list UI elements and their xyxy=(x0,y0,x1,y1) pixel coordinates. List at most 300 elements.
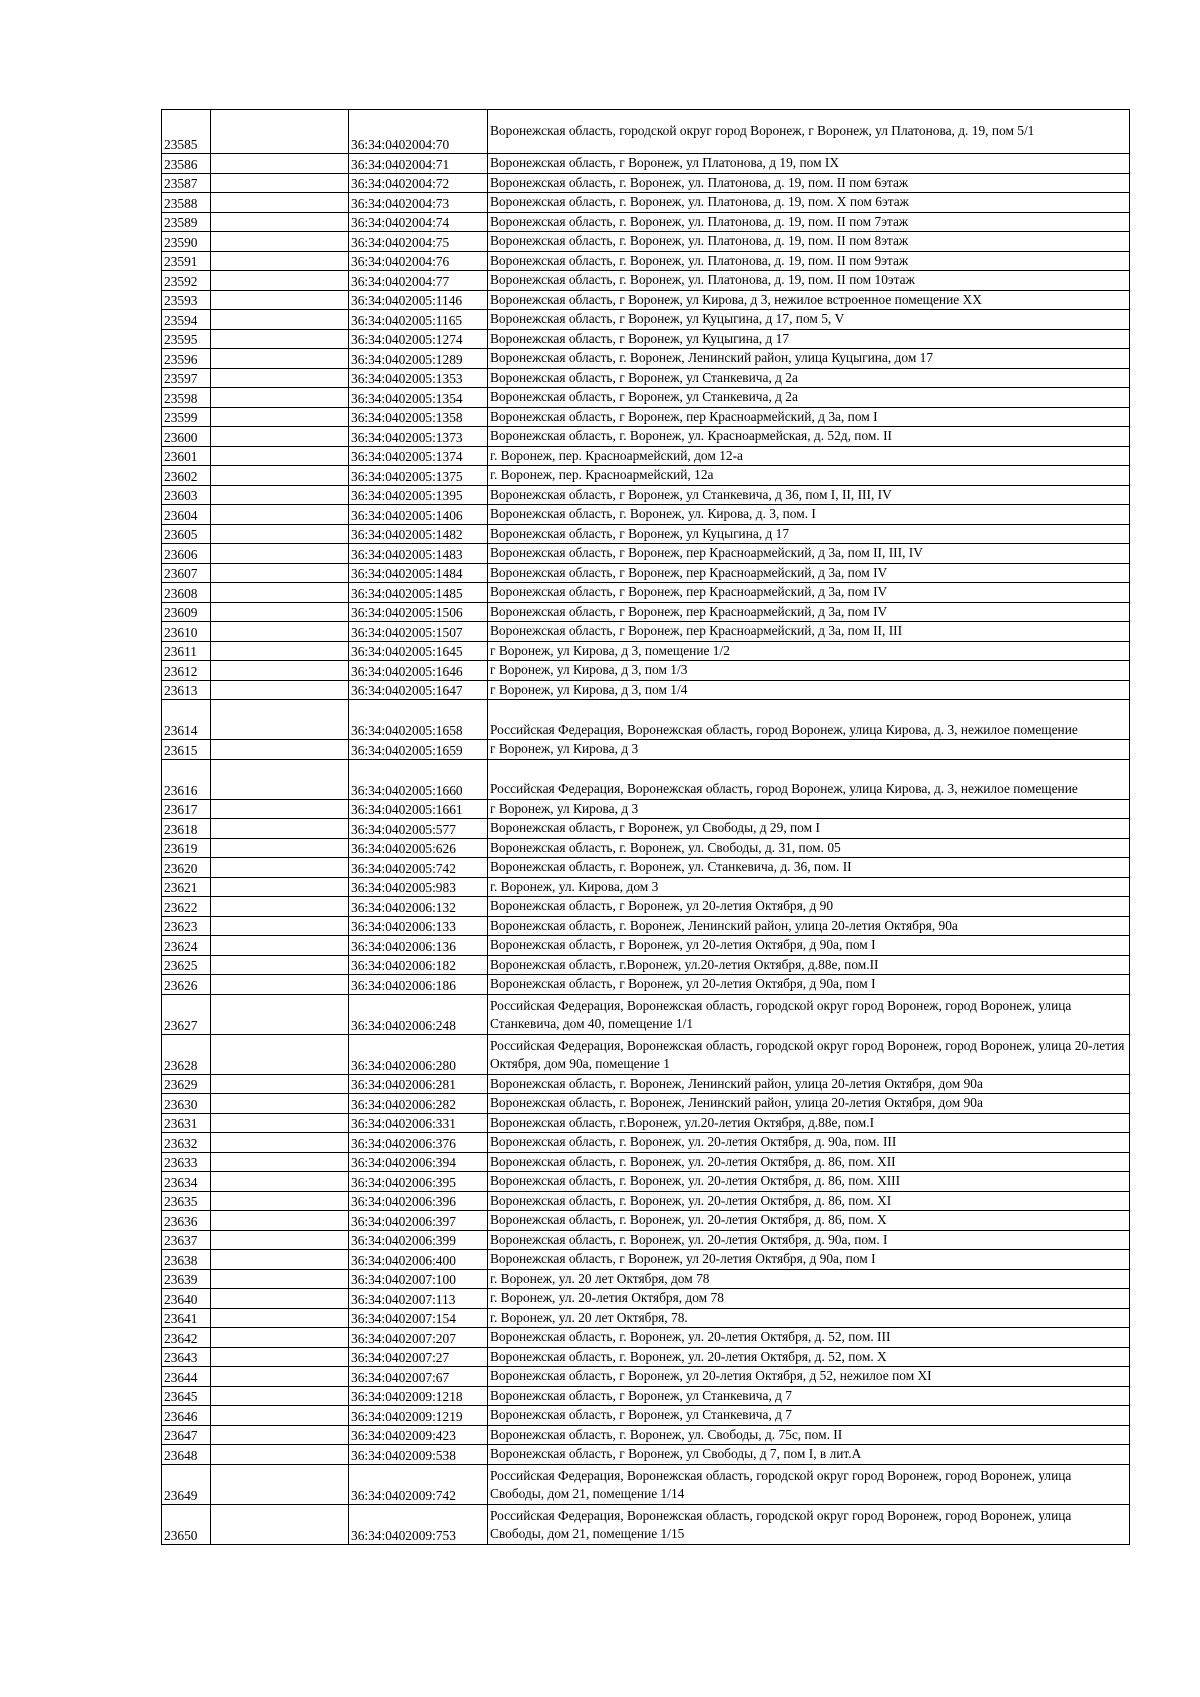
row-empty-cell xyxy=(211,1504,349,1544)
row-number-cell: 23602 xyxy=(162,466,211,486)
row-number-cell: 23596 xyxy=(162,349,211,369)
cadastral-number-cell: 36:34:0402005:1661 xyxy=(349,799,488,819)
row-number-cell: 23591 xyxy=(162,251,211,271)
address-cell: Воронежская область, г. Воронеж, ул. 20-летия Октября, д. 90а, пом. I xyxy=(488,1230,1130,1250)
row-empty-cell xyxy=(211,916,349,936)
row-number-cell: 23589 xyxy=(162,212,211,232)
table-row xyxy=(162,700,1130,740)
row-empty-cell xyxy=(211,212,349,232)
address-cell: Воронежская область, г Воронеж, ул Куцыгина, д 17 xyxy=(488,524,1130,544)
row-empty-cell xyxy=(211,290,349,310)
address-cell: Воронежская область, г. Воронеж, ул. Платонова, д. 19, пом. II пом 8этаж xyxy=(488,232,1130,252)
row-number-cell: 23590 xyxy=(162,232,211,252)
row-number-cell: 23628 xyxy=(162,1034,211,1074)
cadastral-number-cell: 36:34:0402006:394 xyxy=(349,1152,488,1172)
table-row xyxy=(162,446,1130,466)
cadastral-number-cell: 36:34:0402006:182 xyxy=(349,955,488,975)
row-empty-cell xyxy=(211,877,349,897)
row-number-cell: 23608 xyxy=(162,583,211,603)
row-number-cell: 23603 xyxy=(162,485,211,505)
cadastral-number-cell: 36:34:0402006:132 xyxy=(349,897,488,917)
address-cell: Воронежская область, г. Воронеж, ул. 20-летия Октября, д. 52, пом. III xyxy=(488,1328,1130,1348)
row-empty-cell xyxy=(211,661,349,681)
cadastral-number-cell: 36:34:0402006:282 xyxy=(349,1094,488,1114)
cadastral-number-cell: 36:34:0402005:1354 xyxy=(349,388,488,408)
row-empty-cell xyxy=(211,1113,349,1133)
table-row xyxy=(162,897,1130,917)
table-row xyxy=(162,1133,1130,1153)
cadastral-number-cell: 36:34:0402007:207 xyxy=(349,1328,488,1348)
row-empty-cell xyxy=(211,1386,349,1406)
table-row xyxy=(162,251,1130,271)
address-cell: Воронежская область, г.Воронеж, ул.20-летия Октября, д.88е, пом.II xyxy=(488,955,1130,975)
row-number-cell: 23647 xyxy=(162,1425,211,1445)
row-number-cell: 23635 xyxy=(162,1191,211,1211)
table-row xyxy=(162,1034,1130,1074)
address-cell: г. Воронеж, ул. 20 лет Октября, дом 78 xyxy=(488,1269,1130,1289)
row-number-cell: 23640 xyxy=(162,1289,211,1309)
row-number-cell: 23619 xyxy=(162,838,211,858)
address-cell: г. Воронеж, ул. 20-летия Октября, дом 78 xyxy=(488,1289,1130,1309)
address-cell: г Воронеж, ул Кирова, д 3, пом 1/4 xyxy=(488,680,1130,700)
table-row xyxy=(162,838,1130,858)
cadastral-number-cell: 36:34:0402004:75 xyxy=(349,232,488,252)
table-row xyxy=(162,505,1130,525)
row-number-cell: 23633 xyxy=(162,1152,211,1172)
address-cell: Воронежская область, г. Воронеж, ул. Свободы, д. 31, пом. 05 xyxy=(488,838,1130,858)
row-empty-cell xyxy=(211,1133,349,1153)
address-cell: г. Воронеж, ул. Кирова, дом 3 xyxy=(488,877,1130,897)
table-row xyxy=(162,524,1130,544)
cadastral-number-cell: 36:34:0402005:1482 xyxy=(349,524,488,544)
address-cell: Российская Федерация, Воронежская область, город Воронеж, улица Кирова, д. 3, нежилое помещение xyxy=(488,759,1130,799)
address-cell: г. Воронеж, ул. 20 лет Октября, 78. xyxy=(488,1308,1130,1328)
table-row xyxy=(162,1211,1130,1231)
table-row xyxy=(162,1308,1130,1328)
row-empty-cell xyxy=(211,1367,349,1387)
table-row xyxy=(162,936,1130,956)
cadastral-number-cell: 36:34:0402005:1353 xyxy=(349,368,488,388)
row-empty-cell xyxy=(211,329,349,349)
cadastral-number-cell: 36:34:0402005:1484 xyxy=(349,563,488,583)
address-cell: Воронежская область, г Воронеж, пер Красноармейский, д 3а, пом II, III xyxy=(488,622,1130,642)
row-empty-cell xyxy=(211,583,349,603)
address-cell: Воронежская область, г Воронеж, ул 20-летия Октября, д 90а, пом I xyxy=(488,1250,1130,1270)
row-empty-cell xyxy=(211,1289,349,1309)
table-row xyxy=(162,1464,1130,1504)
row-empty-cell xyxy=(211,563,349,583)
row-empty-cell xyxy=(211,232,349,252)
row-number-cell: 23605 xyxy=(162,524,211,544)
table-row xyxy=(162,1074,1130,1094)
address-cell: Воронежская область, г. Воронеж, ул. Платонова, д. 19, пом. II пом 7этаж xyxy=(488,212,1130,232)
table-row xyxy=(162,1347,1130,1367)
address-cell: Российская Федерация, Воронежская область, городской округ город Воронеж, город Воронеж, улица Станкевича, дом 40, помещение 1/1 xyxy=(488,994,1130,1034)
row-number-cell: 23621 xyxy=(162,877,211,897)
address-cell: Воронежская область, г Воронеж, ул Куцыгина, д 17, пом 5, V xyxy=(488,310,1130,330)
cadastral-number-cell: 36:34:0402006:395 xyxy=(349,1172,488,1192)
table-row xyxy=(162,173,1130,193)
row-empty-cell xyxy=(211,819,349,839)
row-number-cell: 23634 xyxy=(162,1172,211,1192)
cadastral-number-cell: 36:34:0402004:76 xyxy=(349,251,488,271)
cadastral-number-cell: 36:34:0402005:1645 xyxy=(349,641,488,661)
row-empty-cell xyxy=(211,110,349,154)
cadastral-number-cell: 36:34:0402009:742 xyxy=(349,1464,488,1504)
table-row xyxy=(162,110,1130,154)
table-row xyxy=(162,271,1130,291)
table-row xyxy=(162,407,1130,427)
table-row xyxy=(162,641,1130,661)
address-cell: Воронежская область, г. Воронеж, ул. 20-летия Октября, д. 86, пом. XIII xyxy=(488,1172,1130,1192)
address-cell: Воронежская область, г Воронеж, ул Станкевича, д 2а xyxy=(488,388,1130,408)
row-number-cell: 23646 xyxy=(162,1406,211,1426)
row-number-cell: 23630 xyxy=(162,1094,211,1114)
row-number-cell: 23595 xyxy=(162,329,211,349)
cadastral-number-cell: 36:34:0402005:1165 xyxy=(349,310,488,330)
row-number-cell: 23614 xyxy=(162,700,211,740)
cadastral-number-cell: 36:34:0402005:1358 xyxy=(349,407,488,427)
address-cell: г. Воронеж, пер. Красноармейский, дом 12-а xyxy=(488,446,1130,466)
row-number-cell: 23594 xyxy=(162,310,211,330)
table-row xyxy=(162,1172,1130,1192)
table-row xyxy=(162,1504,1130,1544)
table-row xyxy=(162,193,1130,213)
address-cell: Российская Федерация, Воронежская область, город Воронеж, улица Кирова, д. 3, нежилое помещение xyxy=(488,700,1130,740)
address-cell: Воронежская область, г Воронеж, ул Платонова, д 19, пом IX xyxy=(488,154,1130,174)
row-number-cell: 23636 xyxy=(162,1211,211,1231)
cadastral-number-cell: 36:34:0402006:281 xyxy=(349,1074,488,1094)
row-empty-cell xyxy=(211,799,349,819)
cadastral-number-cell: 36:34:0402005:1647 xyxy=(349,680,488,700)
address-cell: Воронежская область, г. Воронеж, ул. 20-летия Октября, д. 86, пом. XII xyxy=(488,1152,1130,1172)
row-empty-cell xyxy=(211,1191,349,1211)
row-number-cell: 23618 xyxy=(162,819,211,839)
address-cell: Воронежская область, г. Воронеж, Ленинский район, улица 20-летия Октября, дом 90а xyxy=(488,1074,1130,1094)
row-number-cell: 23587 xyxy=(162,173,211,193)
row-empty-cell xyxy=(211,838,349,858)
address-cell: Воронежская область, г Воронеж, ул Кирова, д 3, нежилое встроенное помещение XX xyxy=(488,290,1130,310)
table-row xyxy=(162,916,1130,936)
table-row xyxy=(162,1230,1130,1250)
address-cell: Воронежская область, г Воронеж, ул Куцыгина, д 17 xyxy=(488,329,1130,349)
row-number-cell: 23639 xyxy=(162,1269,211,1289)
row-number-cell: 23606 xyxy=(162,544,211,564)
row-empty-cell xyxy=(211,622,349,642)
row-number-cell: 23598 xyxy=(162,388,211,408)
row-empty-cell xyxy=(211,310,349,330)
table-row xyxy=(162,858,1130,878)
row-empty-cell xyxy=(211,1328,349,1348)
row-empty-cell xyxy=(211,1406,349,1426)
cadastral-number-cell: 36:34:0402004:74 xyxy=(349,212,488,232)
address-cell: Воронежская область, г. Воронеж, ул. 20-летия Октября, д. 90а, пом. III xyxy=(488,1133,1130,1153)
table-row xyxy=(162,212,1130,232)
row-empty-cell xyxy=(211,154,349,174)
table-row xyxy=(162,1152,1130,1172)
address-cell: Воронежская область, г Воронеж, пер Красноармейский, д 3а, пом IV xyxy=(488,563,1130,583)
cadastral-number-cell: 36:34:0402009:1218 xyxy=(349,1386,488,1406)
cadastral-number-cell: 36:34:0402009:753 xyxy=(349,1504,488,1544)
row-number-cell: 23625 xyxy=(162,955,211,975)
table-row xyxy=(162,661,1130,681)
address-cell: Воронежская область, г. Воронеж, ул. 20-летия Октября, д. 86, пом. X xyxy=(488,1211,1130,1231)
cadastral-number-cell: 36:34:0402006:248 xyxy=(349,994,488,1034)
row-empty-cell xyxy=(211,1347,349,1367)
address-cell: Воронежская область, г Воронеж, ул 20-летия Октября, д 90а, пом I xyxy=(488,975,1130,995)
cadastral-number-cell: 36:34:0402005:1375 xyxy=(349,466,488,486)
row-empty-cell xyxy=(211,994,349,1034)
address-cell: г. Воронеж, пер. Красноармейский, 12а xyxy=(488,466,1130,486)
row-number-cell: 23622 xyxy=(162,897,211,917)
table-row xyxy=(162,1094,1130,1114)
table-row xyxy=(162,1445,1130,1465)
cadastral-number-cell: 36:34:0402006:331 xyxy=(349,1113,488,1133)
table-row xyxy=(162,388,1130,408)
row-number-cell: 23612 xyxy=(162,661,211,681)
address-cell: Воронежская область, г. Воронеж, ул. Свободы, д. 75с, пом. II xyxy=(488,1425,1130,1445)
cadastral-number-cell: 36:34:0402005:1274 xyxy=(349,329,488,349)
row-number-cell: 23648 xyxy=(162,1445,211,1465)
row-number-cell: 23600 xyxy=(162,427,211,447)
table-row xyxy=(162,1367,1130,1387)
row-empty-cell xyxy=(211,173,349,193)
row-number-cell: 23649 xyxy=(162,1464,211,1504)
cadastral-number-cell: 36:34:0402005:1406 xyxy=(349,505,488,525)
address-cell: г Воронеж, ул Кирова, д 3 xyxy=(488,799,1130,819)
cadastral-number-cell: 36:34:0402006:396 xyxy=(349,1191,488,1211)
cadastral-number-cell: 36:34:0402007:100 xyxy=(349,1269,488,1289)
address-cell: Воронежская область, г. Воронеж, ул. Платонова, д. 19, пом. II пом 10этаж xyxy=(488,271,1130,291)
row-number-cell: 23617 xyxy=(162,799,211,819)
row-number-cell: 23620 xyxy=(162,858,211,878)
cadastral-number-cell: 36:34:0402006:376 xyxy=(349,1133,488,1153)
address-cell: Российская Федерация, Воронежская область, городской округ город Воронеж, город Воронеж, улица 20-летия Октября, дом 90а, помещение 1 xyxy=(488,1034,1130,1074)
address-cell: Воронежская область, г. Воронеж, Ленинский район, улица Куцыгина, дом 17 xyxy=(488,349,1130,369)
cadastral-number-cell: 36:34:0402005:1395 xyxy=(349,485,488,505)
address-cell: г Воронеж, ул Кирова, д 3, пом 1/3 xyxy=(488,661,1130,681)
address-cell: Воронежская область, г Воронеж, ул Станкевича, д 7 xyxy=(488,1406,1130,1426)
cadastral-number-cell: 36:34:0402004:72 xyxy=(349,173,488,193)
table-row xyxy=(162,740,1130,760)
cadastral-number-cell: 36:34:0402005:626 xyxy=(349,838,488,858)
cadastral-number-cell: 36:34:0402005:1658 xyxy=(349,700,488,740)
row-number-cell: 23632 xyxy=(162,1133,211,1153)
table-row xyxy=(162,759,1130,799)
row-number-cell: 23645 xyxy=(162,1386,211,1406)
row-number-cell: 23607 xyxy=(162,563,211,583)
cadastral-number-cell: 36:34:0402006:136 xyxy=(349,936,488,956)
table-row xyxy=(162,232,1130,252)
row-empty-cell xyxy=(211,936,349,956)
row-number-cell: 23599 xyxy=(162,407,211,427)
row-empty-cell xyxy=(211,485,349,505)
table-row xyxy=(162,819,1130,839)
cadastral-number-cell: 36:34:0402005:1374 xyxy=(349,446,488,466)
address-cell: Воронежская область, городской округ город Воронеж, г Воронеж, ул Платонова, д. 19, пом 5/1 xyxy=(488,110,1130,154)
row-number-cell: 23637 xyxy=(162,1230,211,1250)
row-empty-cell xyxy=(211,1425,349,1445)
row-empty-cell xyxy=(211,251,349,271)
row-empty-cell xyxy=(211,975,349,995)
row-empty-cell xyxy=(211,1445,349,1465)
address-cell: Воронежская область, г Воронеж, пер Красноармейский, д 3а, пом I xyxy=(488,407,1130,427)
row-empty-cell xyxy=(211,407,349,427)
cadastral-number-cell: 36:34:0402006:397 xyxy=(349,1211,488,1231)
row-empty-cell xyxy=(211,349,349,369)
address-cell: Воронежская область, г Воронеж, ул 20-летия Октября, д 90 xyxy=(488,897,1130,917)
table-row xyxy=(162,544,1130,564)
row-number-cell: 23611 xyxy=(162,641,211,661)
cadastral-number-cell: 36:34:0402005:1660 xyxy=(349,759,488,799)
cadastral-number-cell: 36:34:0402004:71 xyxy=(349,154,488,174)
address-cell: Воронежская область, г.Воронеж, ул.20-летия Октября, д.88е, пом.I xyxy=(488,1113,1130,1133)
table-row xyxy=(162,310,1130,330)
table-row xyxy=(162,485,1130,505)
row-number-cell: 23593 xyxy=(162,290,211,310)
cadastral-number-cell: 36:34:0402009:1219 xyxy=(349,1406,488,1426)
row-empty-cell xyxy=(211,1308,349,1328)
row-number-cell: 23641 xyxy=(162,1308,211,1328)
row-number-cell: 23588 xyxy=(162,193,211,213)
cadastral-number-cell: 36:34:0402005:1373 xyxy=(349,427,488,447)
table-row xyxy=(162,368,1130,388)
table-row xyxy=(162,329,1130,349)
cadastral-number-cell: 36:34:0402005:1289 xyxy=(349,349,488,369)
table-row xyxy=(162,1386,1130,1406)
row-empty-cell xyxy=(211,1464,349,1504)
cadastral-number-cell: 36:34:0402007:154 xyxy=(349,1308,488,1328)
row-empty-cell xyxy=(211,897,349,917)
table-row xyxy=(162,877,1130,897)
cadastral-number-cell: 36:34:0402007:27 xyxy=(349,1347,488,1367)
row-number-cell: 23623 xyxy=(162,916,211,936)
row-empty-cell xyxy=(211,524,349,544)
row-empty-cell xyxy=(211,1074,349,1094)
cadastral-number-cell: 36:34:0402009:538 xyxy=(349,1445,488,1465)
cadastral-number-cell: 36:34:0402005:1485 xyxy=(349,583,488,603)
address-cell: Воронежская область, г Воронеж, ул 20-летия Октября, д 52, нежилое пом XI xyxy=(488,1367,1130,1387)
cadastral-number-cell: 36:34:0402005:1506 xyxy=(349,602,488,622)
table-row xyxy=(162,427,1130,447)
cadastral-number-cell: 36:34:0402005:1146 xyxy=(349,290,488,310)
row-number-cell: 23650 xyxy=(162,1504,211,1544)
cadastral-number-cell: 36:34:0402005:1646 xyxy=(349,661,488,681)
table-row xyxy=(162,1328,1130,1348)
address-cell: Воронежская область, г Воронеж, ул Свободы, д 29, пом I xyxy=(488,819,1130,839)
row-empty-cell xyxy=(211,1230,349,1250)
address-cell: Воронежская область, г. Воронеж, ул. Платонова, д. 19, пом. X пом 6этаж xyxy=(488,193,1130,213)
row-number-cell: 23604 xyxy=(162,505,211,525)
table-row xyxy=(162,975,1130,995)
table-row xyxy=(162,349,1130,369)
table-row xyxy=(162,1406,1130,1426)
row-number-cell: 23616 xyxy=(162,759,211,799)
row-empty-cell xyxy=(211,368,349,388)
cadastral-number-cell: 36:34:0402006:399 xyxy=(349,1230,488,1250)
cadastral-number-cell: 36:34:0402005:742 xyxy=(349,858,488,878)
cadastral-number-cell: 36:34:0402009:423 xyxy=(349,1425,488,1445)
table-row xyxy=(162,799,1130,819)
table-row xyxy=(162,602,1130,622)
row-number-cell: 23627 xyxy=(162,994,211,1034)
row-number-cell: 23642 xyxy=(162,1328,211,1348)
address-cell: Воронежская область, г Воронеж, ул Станкевича, д 7 xyxy=(488,1386,1130,1406)
address-cell: Воронежская область, г. Воронеж, ул. Кирова, д. 3, пом. I xyxy=(488,505,1130,525)
cadastral-number-cell: 36:34:0402005:983 xyxy=(349,877,488,897)
row-empty-cell xyxy=(211,1172,349,1192)
cadastral-number-cell: 36:34:0402004:73 xyxy=(349,193,488,213)
row-empty-cell xyxy=(211,955,349,975)
row-empty-cell xyxy=(211,700,349,740)
row-number-cell: 23638 xyxy=(162,1250,211,1270)
row-empty-cell xyxy=(211,193,349,213)
row-empty-cell xyxy=(211,388,349,408)
row-number-cell: 23626 xyxy=(162,975,211,995)
row-number-cell: 23615 xyxy=(162,740,211,760)
row-empty-cell xyxy=(211,641,349,661)
row-number-cell: 23597 xyxy=(162,368,211,388)
table-row xyxy=(162,290,1130,310)
table-row xyxy=(162,1113,1130,1133)
row-empty-cell xyxy=(211,1152,349,1172)
cadastral-number-cell: 36:34:0402006:133 xyxy=(349,916,488,936)
row-empty-cell xyxy=(211,1250,349,1270)
row-empty-cell xyxy=(211,271,349,291)
row-empty-cell xyxy=(211,446,349,466)
cadastral-number-cell: 36:34:0402007:67 xyxy=(349,1367,488,1387)
address-cell: Воронежская область, г. Воронеж, Ленинский район, улица 20-летия Октября, 90а xyxy=(488,916,1130,936)
row-empty-cell xyxy=(211,427,349,447)
address-cell: Воронежская область, г Воронеж, ул Свободы, д 7, пом I, в лит.А xyxy=(488,1445,1130,1465)
cadastral-number-cell: 36:34:0402006:400 xyxy=(349,1250,488,1270)
address-cell: Воронежская область, г. Воронеж, ул. 20-летия Октября, д. 52, пом. X xyxy=(488,1347,1130,1367)
row-empty-cell xyxy=(211,1094,349,1114)
table-row xyxy=(162,1250,1130,1270)
address-cell: Воронежская область, г. Воронеж, ул. Красноармейская, д. 52д, пом. II xyxy=(488,427,1130,447)
row-empty-cell xyxy=(211,1034,349,1074)
row-number-cell: 23609 xyxy=(162,602,211,622)
cadastral-number-cell: 36:34:0402004:70 xyxy=(349,110,488,154)
table-row xyxy=(162,1191,1130,1211)
row-number-cell: 23624 xyxy=(162,936,211,956)
address-cell: г Воронеж, ул Кирова, д 3 xyxy=(488,740,1130,760)
address-cell: Российская Федерация, Воронежская область, городской округ город Воронеж, город Воронеж, улица Свободы, дом 21, помещение 1/15 xyxy=(488,1504,1130,1544)
address-cell: Воронежская область, г. Воронеж, ул. Платонова, д. 19, пом. II пом 6этаж xyxy=(488,173,1130,193)
row-number-cell: 23613 xyxy=(162,680,211,700)
table-row xyxy=(162,955,1130,975)
row-number-cell: 23643 xyxy=(162,1347,211,1367)
address-cell: Воронежская область, г. Воронеж, ул. Станкевича, д. 36, пом. II xyxy=(488,858,1130,878)
row-number-cell: 23631 xyxy=(162,1113,211,1133)
row-empty-cell xyxy=(211,1269,349,1289)
row-number-cell: 23601 xyxy=(162,446,211,466)
cadastral-number-cell: 36:34:0402005:1507 xyxy=(349,622,488,642)
address-cell: Воронежская область, г Воронеж, ул Станкевича, д 36, пом I, II, III, IV xyxy=(488,485,1130,505)
cadastral-number-cell: 36:34:0402006:280 xyxy=(349,1034,488,1074)
table-row xyxy=(162,563,1130,583)
table-row xyxy=(162,1425,1130,1445)
registry-table-body xyxy=(162,110,1130,1545)
row-number-cell: 23585 xyxy=(162,110,211,154)
address-cell: Воронежская область, г. Воронеж, Ленинский район, улица 20-летия Октября, дом 90а xyxy=(488,1094,1130,1114)
row-empty-cell xyxy=(211,602,349,622)
table-row xyxy=(162,154,1130,174)
address-cell: Воронежская область, г Воронеж, пер Красноармейский, д 3а, пом IV xyxy=(488,583,1130,603)
table-row xyxy=(162,583,1130,603)
address-cell: Воронежская область, г Воронеж, пер Красноармейский, д 3а, пом II, III, IV xyxy=(488,544,1130,564)
row-empty-cell xyxy=(211,858,349,878)
